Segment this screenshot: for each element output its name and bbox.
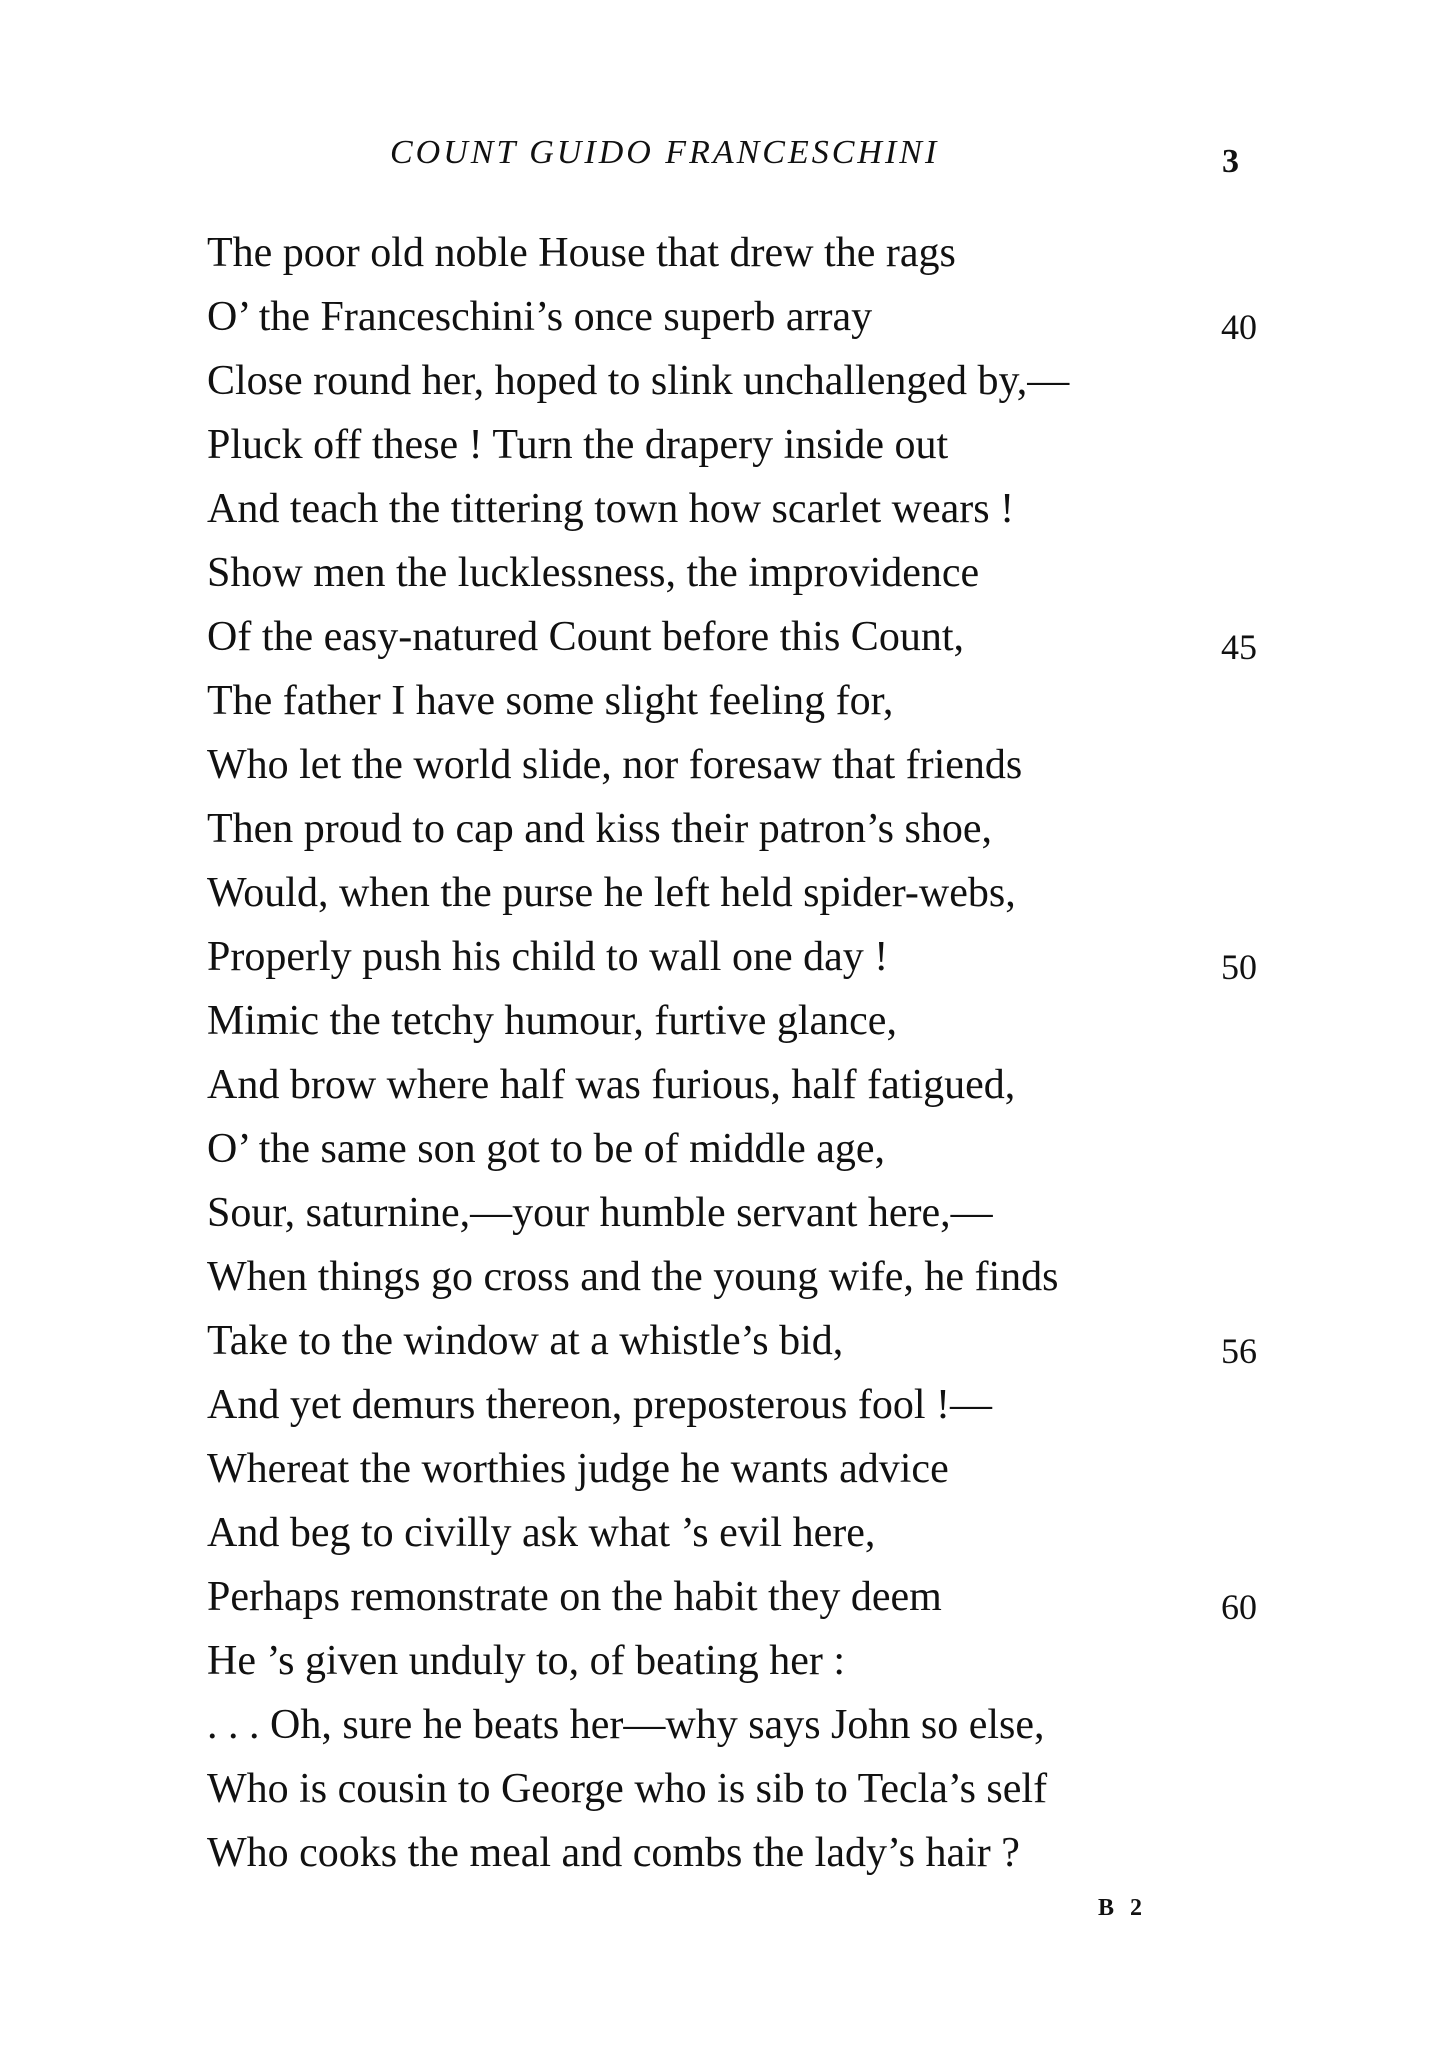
line-text: . . . Oh, sure he beats her—why says John so else,: [207, 1702, 1045, 1748]
poem-line-19: [207, 1373, 1257, 1437]
line-text: And teach the tittering town how scarlet wears !: [207, 486, 1015, 532]
poem-line-2: [207, 285, 1257, 349]
poem-line-10: [207, 797, 1257, 861]
poem-line-24: [207, 1693, 1257, 1757]
poem-line-4: [207, 413, 1257, 477]
poem-line-3: [207, 349, 1257, 413]
poem-line-23: [207, 1629, 1257, 1693]
poem-line-26: [207, 1821, 1257, 1885]
poem-line-18: [207, 1309, 1257, 1373]
line-text: Would, when the purse he left held spider-webs,: [207, 870, 1016, 916]
poem-line-14: [207, 1053, 1257, 1117]
page-number: 3: [1222, 143, 1239, 180]
line-text: Sour, saturnine,—your humble servant here,—: [207, 1190, 993, 1236]
poem-line-13: [207, 989, 1257, 1053]
line-text: O’ the Franceschini’s once superb array: [207, 294, 873, 340]
poem-line-9: [207, 733, 1257, 797]
line-text: Who is cousin to George who is sib to Tecla’s self: [207, 1766, 1048, 1812]
printer-signature: B 2: [1098, 1895, 1148, 1921]
line-number: 60: [1221, 1587, 1257, 1627]
poem-line-22: [207, 1565, 1257, 1629]
line-text: Pluck off these ! Turn the drapery inside out: [207, 422, 949, 468]
line-text: And beg to civilly ask what ’s evil here,: [207, 1510, 876, 1556]
line-text: Close round her, hoped to slink unchallenged by,—: [207, 358, 1070, 404]
line-text: And yet demurs thereon, preposterous fool !—: [207, 1382, 992, 1428]
poem-line-6: [207, 541, 1257, 605]
line-text: Mimic the tetchy humour, furtive glance,: [207, 998, 897, 1044]
poem-line-5: [207, 477, 1257, 541]
line-text: Take to the window at a whistle’s bid,: [207, 1318, 844, 1364]
poem-line-8: [207, 669, 1257, 733]
running-title: COUNT GUIDO FRANCESCHINI: [390, 134, 940, 171]
poem-line-17: [207, 1245, 1257, 1309]
line-text: O’ the same son got to be of middle age,: [207, 1126, 886, 1172]
poem-line-12: [207, 925, 1257, 989]
line-text: The father I have some slight feeling for,: [207, 678, 894, 724]
line-text: Perhaps remonstrate on the habit they deem: [207, 1574, 942, 1620]
line-text: Then proud to cap and kiss their patron’s shoe,: [207, 806, 992, 852]
poem-line-20: [207, 1437, 1257, 1501]
line-number: 40: [1221, 307, 1257, 347]
line-number: 45: [1221, 627, 1257, 667]
line-number: 56: [1221, 1331, 1257, 1371]
line-text: And brow where half was furious, half fatigued,: [207, 1062, 1016, 1108]
poem-text: [207, 221, 1257, 1885]
poem-line-1: [207, 221, 1257, 285]
line-text: Of the easy-natured Count before this Count,: [207, 614, 964, 660]
poem-line-11: [207, 861, 1257, 925]
poem-line-21: [207, 1501, 1257, 1565]
line-text: He ’s given unduly to, of beating her :: [207, 1638, 846, 1684]
line-text: The poor old noble House that drew the rags: [207, 230, 956, 276]
line-text: Who let the world slide, nor foresaw that friends: [207, 742, 1023, 788]
poem-line-16: [207, 1181, 1257, 1245]
line-text: Whereat the worthies judge he wants advice: [207, 1446, 949, 1492]
line-text: When things go cross and the young wife, he finds: [207, 1254, 1059, 1300]
poem-line-15: [207, 1117, 1257, 1181]
line-number: 50: [1221, 947, 1257, 987]
line-text: Show men the lucklessness, the improvidence: [207, 550, 980, 596]
poem-line-25: [207, 1757, 1257, 1821]
line-text: Properly push his child to wall one day !: [207, 934, 889, 980]
line-text: Who cooks the meal and combs the lady’s hair ?: [207, 1830, 1020, 1876]
poem-line-7: [207, 605, 1257, 669]
